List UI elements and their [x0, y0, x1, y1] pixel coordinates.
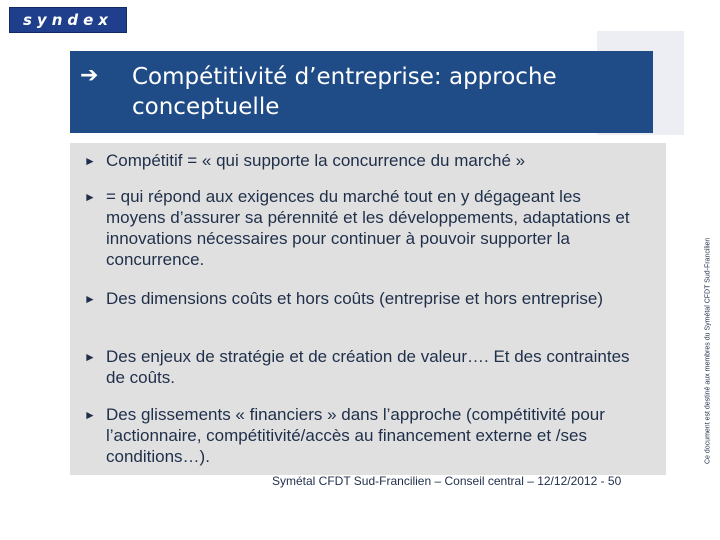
side-disclaimer-text: Ce document est destiné aux membres du Symétal CFDT Sud-Francilien: [704, 237, 712, 464]
bullet-text: Des enjeux de stratégie et de création de valeur…. Et des contraintes de coûts.: [106, 347, 630, 387]
bullet-item: [84, 150, 644, 172]
bullet-text: = qui répond aux exigences du marché tout en y dégageant les moyens d’assurer sa pérennité et les développements, adaptations et innovations nécessaires pour continuer à pouvoir supporter la concurrence.: [106, 187, 630, 269]
slide-title: Compétitivité d’entreprise: approche conceptuelle: [132, 64, 557, 120]
triangle-bullet-icon: ►: [84, 154, 96, 168]
bullet-item: [84, 404, 644, 467]
right-arrow-icon: ➔: [80, 63, 99, 88]
logo-text: syndex: [23, 11, 113, 29]
bullet-text: Des dimensions coûts et hors coûts (entreprise et hors entreprise): [106, 289, 604, 308]
bullet-item: [84, 346, 644, 388]
bullet-text: Compétitif = « qui supporte la concurrence du marché »: [106, 151, 526, 170]
triangle-bullet-icon: ►: [84, 350, 96, 364]
triangle-bullet-icon: ►: [84, 292, 96, 306]
triangle-bullet-icon: ►: [84, 190, 96, 204]
bullet-text: Des glissements « financiers » dans l’approche (compétitivité pour l’actionnaire, compétitivité/accès au financement externe et /ses conditions…).: [106, 405, 605, 466]
bullet-item: [84, 288, 644, 310]
syndex-logo: [9, 7, 127, 33]
footer-text: Symétal CFDT Sud-Francilien – Conseil central – 12/12/2012 - 50: [272, 474, 622, 488]
bullet-item: [84, 186, 644, 270]
triangle-bullet-icon: ►: [84, 408, 96, 422]
side-disclaimer: [694, 226, 720, 464]
